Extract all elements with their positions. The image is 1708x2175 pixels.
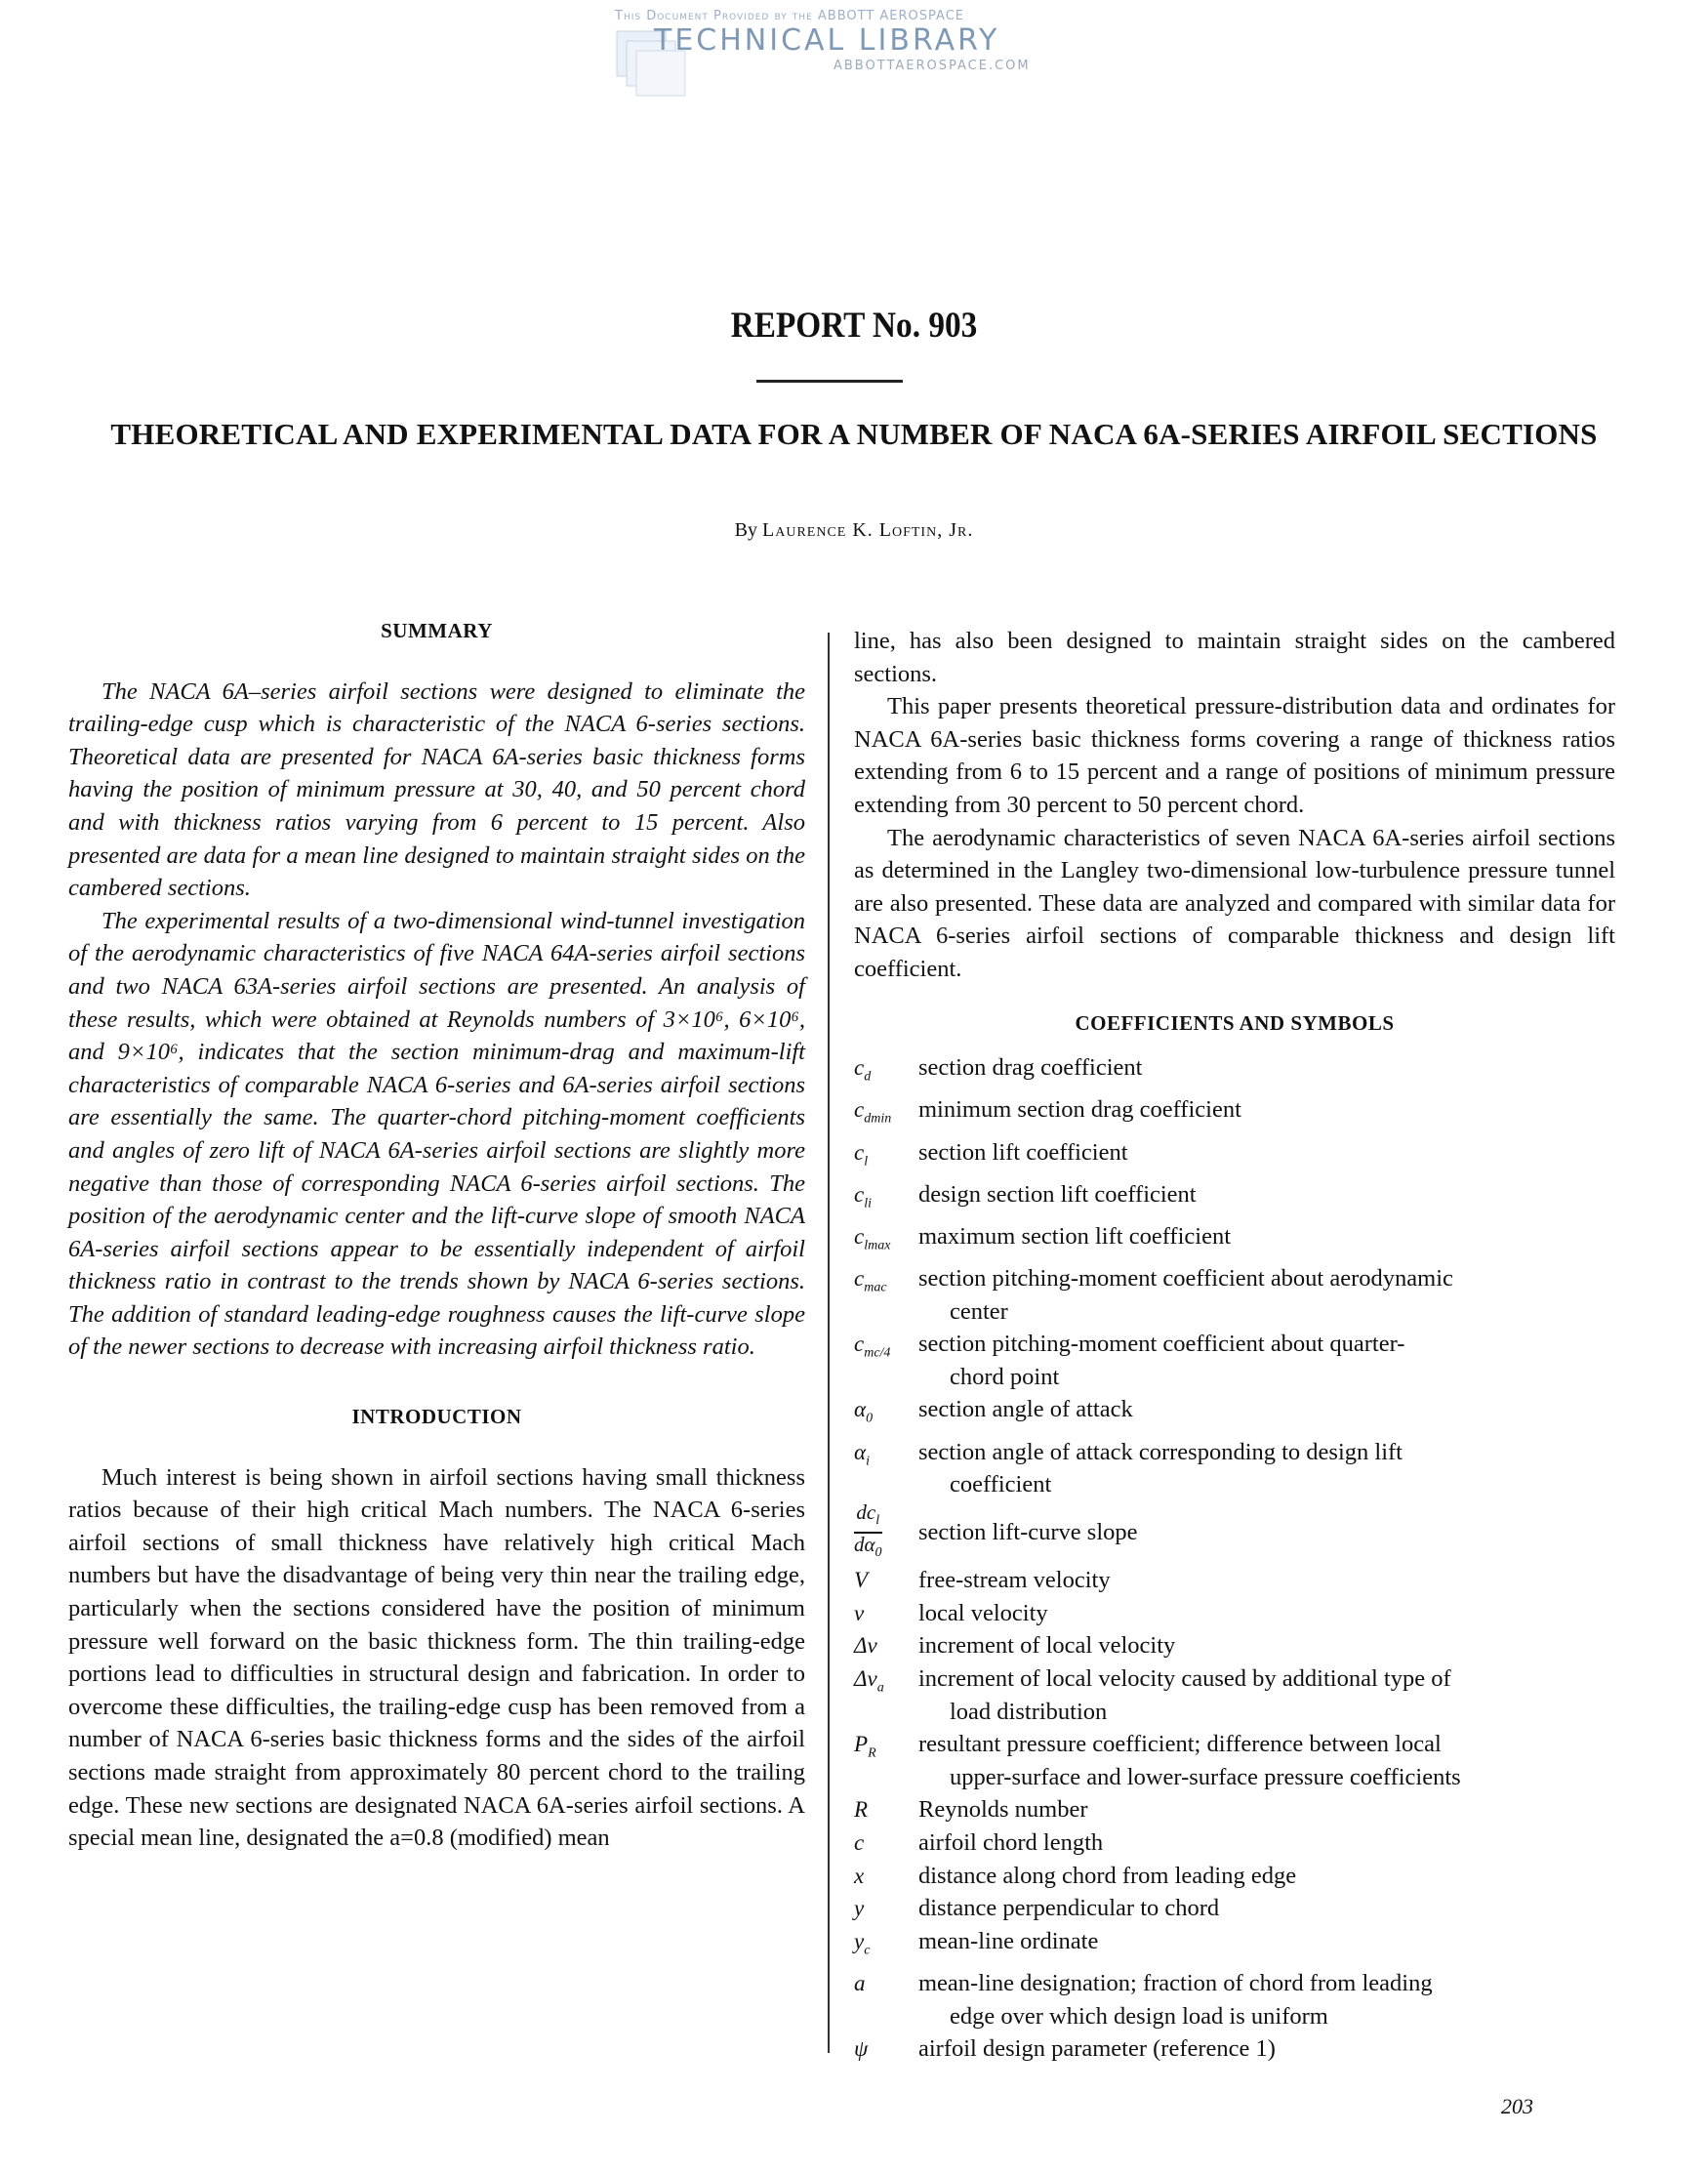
introduction-heading: INTRODUCTION [351,1405,522,1429]
symbol-definition: local velocity [918,1599,1048,1626]
symbol-entry [854,1662,1615,1728]
symbol: $c_d$ [854,1055,872,1085]
symbol-entry [854,1793,1615,1826]
symbol-definition: maximum section lift coefficient [918,1222,1231,1250]
fraction-denominator: $d\alpha_0$ [854,1533,882,1561]
symbol-definition: mean-line designation; fraction of chord from leading edge over which design load is uniform [918,1967,1615,2032]
symbol-entry [854,1629,1615,1662]
symbol: $P_R$ [854,1732,876,1761]
symbol-entry [854,1564,1615,1597]
symbol-definition: distance along chord from leading edge [918,1862,1297,1889]
symbol-entry [854,1925,1615,1967]
symbol-definition-continuation: edge over which design load is uniform [950,2002,1328,2030]
symbol: $\Delta v_a$ [854,1665,884,1696]
symbol-entry [854,1597,1615,1630]
symbol-definition-continuation: center [950,1297,1008,1325]
symbol-entry [854,2032,1615,2066]
introduction-paragraph: Much interest is being shown in airfoil sections having small thickness ratios because of their high critical Mach numbers. The NACA 6-series airfoil sections of small thickness have relatively high critical Mach numbers but have the disadvantage of being very thin near the trailing edge, particularly when the sections considered have the position of minimum pressure well forward on the basic thickness form. The thin trailing-edge portions lead to difficulties in structural design and fabrication. In order to overcome these difficulties, the trailing-edge cusp has been removed from a number of NACA 6-series basic thickness forms and the sides of the airfoil sections made straight from approximately 80 percent chord to the trailing edge. These new sections are designated NACA 6A-series airfoil sections. A special mean line, designated the a=0.8 (modified) mean [68,1463,805,1852]
symbol: $c_{dmin}$ [854,1097,892,1127]
fraction-numerator: $dc_l$ [854,1501,882,1534]
symbol-entry [854,1262,1615,1328]
paper-title: THEORETICAL AND EXPERIMENTAL DATA FOR A NUMBER OF NACA 6A-SERIES AIRFOIL SECTIONS [110,417,1598,451]
symbol-definition: section pitching-moment coefficient about aerodynamic center [918,1262,1615,1328]
symbol-definition-continuation: load distribution [950,1698,1108,1725]
symbol [854,1501,918,1564]
symbol-definition: mean-line ordinate [918,1927,1099,1954]
symbol-entry [854,1860,1615,1893]
summary-section [68,615,805,1364]
symbol-definition: airfoil design parameter (reference 1) [918,2035,1276,2063]
symbol: V [854,1568,869,1593]
summary-paragraph: The NACA 6A–series airfoil sections were designed to eliminate the trailing-edge cusp which is characteristic of the NACA 6-series sections. Theoretical data are presented for NACA 6A-series basic thickness forms having the position of minimum pressure at 30, 40, and 50 percent chord and with thickness ratios varying from 6 percent to 15 percent. Also presented are data for a mean line designed to maintain straight sides on the cambered sections. [68,677,805,902]
symbol-definition: distance perpendicular to chord [918,1895,1220,1922]
symbol: ψ [854,2036,869,2062]
symbol-entry [854,1093,1615,1135]
symbol-entry [854,1393,1615,1435]
symbol-entry [854,1136,1615,1178]
introduction-paragraph: This paper presents theoretical pressure-distribution data and ordinates for NACA 6A-series basic thickness forms covering a range of thickness ratios extending from 6 to 15 percent and a range of positions of minimum pressure extending from 30 percent to 50 percent chord. [854,693,1615,818]
symbol-definition: resultant pressure coefficient; difference between local upper-surface and lower-surface pressure coefficients [918,1728,1615,1793]
abbott-aerospace-watermark [597,4,1105,111]
symbol-list [854,1051,1615,2066]
symbol-entry [854,1220,1615,1262]
page-number: 203 [1501,2094,1533,2118]
symbol: c [854,1829,865,1855]
symbol-definition: airfoil chord length [918,1828,1104,1856]
watermark-provider-line: This Document Provided by the ABBOTT AEROSPACE [615,9,964,23]
symbol: Δv [854,1633,877,1659]
symbol-definition: section drag coefficient [918,1054,1143,1082]
column-divider [828,633,830,2053]
symbol-definition-continuation: chord point [950,1363,1060,1390]
symbol-entry [854,1728,1615,1793]
symbols-heading: COEFFICIENTS AND SYMBOLS [1075,1010,1395,1035]
symbol: x [854,1863,865,1888]
symbol-entry [854,1826,1615,1860]
watermark-url: ABBOTTAEROSPACE.COM [834,59,1031,73]
fraction-symbol [854,1501,882,1564]
left-column [68,615,805,1855]
symbol-entry [854,1967,1615,2032]
symbol-entry [854,1501,1615,1564]
symbol: $\alpha_0$ [854,1397,874,1427]
introduction-paragraph-continued: line, has also been designed to maintain straight sides on the cambered sections. [854,628,1615,687]
symbol-entry [854,1328,1615,1393]
symbol-definition: minimum section drag coefficient [918,1096,1241,1124]
symbol: $\alpha_i$ [854,1439,870,1469]
symbol-definition: increment of local velocity [918,1632,1176,1660]
symbol-entry [854,1436,1615,1501]
symbol-definition: section lift-curve slope [918,1519,1138,1546]
introduction-section [68,1401,805,1855]
summary-paragraph: The experimental results of a two-dimensional wind-tunnel investigation of the aerodynamic characteristics of five NACA 64A-series airfoil sections and two NACA 63A-series airfoil sections are presented. An analysis of these results, which were obtained at Reynolds numbers of 3×10⁶, 6×10⁶, and 9×10⁶, indicates that the section minimum-drag and maximum-lift characteristics of comparable NACA 6-series and 6A-series airfoil sections are essentially the same. The quarter-chord pitching-moment coefficients and angles of zero lift of NACA 6A-series airfoil sections are slightly more negative than those of corresponding NACA 6-series airfoil sections. The position of the aerodynamic center and the lift-curve slope of smooth NACA 6A-series airfoil sections appear to be essentially independent of airfoil thickness ratio in contrast to the trends shown by NACA 6-series sections. The addition of standard leading-edge roughness causes the lift-curve slope of the newer sections to decrease with increasing airfoil thickness ratio. [68,907,805,1361]
report-number: REPORT No. 903 [730,306,978,346]
byline [0,519,1708,542]
symbol-entry [854,1051,1615,1093]
watermark-library-name: TECHNICAL LIBRARY [654,23,1000,58]
summary-heading: SUMMARY [381,619,493,642]
byline-prefix: By [734,519,757,541]
symbol-definition: free-stream velocity [918,1567,1111,1594]
symbol-definition-continuation: upper-surface and lower-surface pressure coefficients [950,1763,1461,1790]
symbol-entry [854,1892,1615,1925]
symbol: R [854,1797,869,1823]
symbol: y [854,1896,865,1921]
symbol: $c_{li}$ [854,1181,872,1211]
symbol-definition: design section lift coefficient [918,1180,1197,1208]
symbol: $c_l$ [854,1139,869,1170]
symbol-definition: section angle of attack corresponding to design lift coefficient [918,1436,1615,1501]
title-rule [756,380,903,383]
symbol: $c_{mc/4}$ [854,1332,891,1361]
symbol: a [854,1970,866,1995]
author-name: Laurence K. Loftin, Jr. [762,519,974,541]
right-column [854,625,1615,2066]
symbol: v [854,1600,865,1625]
symbol-definition: section pitching-moment coefficient about quarter- chord point [918,1328,1615,1393]
symbol: $c_{mac}$ [854,1266,887,1295]
symbol-definition: Reynolds number [918,1796,1088,1824]
symbol-definition: section lift coefficient [918,1138,1128,1166]
introduction-paragraph: The aerodynamic characteristics of seven NACA 6A-series airfoil sections as determined in the Langley two-dimensional low-turbulence pressure tunnel are also presented. These data are analyzed and compared with similar data for NACA 6-series airfoil sections of comparable thickness and design lift coefficient. [854,824,1615,982]
symbol-definition: section angle of attack [918,1396,1133,1423]
symbol: $y_c$ [854,1928,871,1958]
symbol: $c_{lmax}$ [854,1223,891,1253]
symbol-definition: increment of local velocity caused by additional type of load distribution [918,1662,1615,1728]
symbol-entry [854,1178,1615,1220]
symbol-definition-continuation: coefficient [950,1471,1052,1498]
